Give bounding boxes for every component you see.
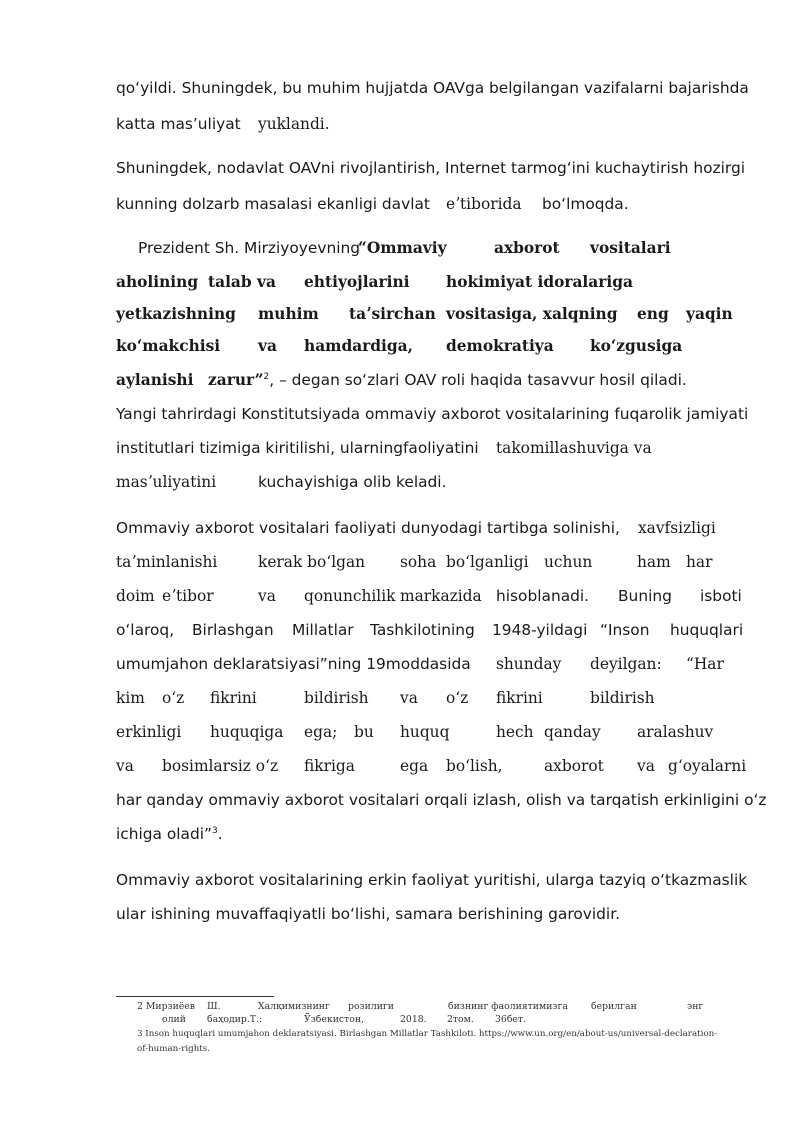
p5-w: qanday — [544, 723, 601, 741]
p5-w: 1948-yildagi — [492, 621, 588, 639]
footnote-ref-3: 3 — [212, 825, 218, 836]
p5-w: erkinligi — [116, 723, 182, 741]
p5-w: va — [116, 757, 134, 775]
p5-w: va — [637, 757, 655, 775]
p5-w: ham — [637, 553, 671, 571]
p5-w: ega — [400, 757, 429, 775]
p6-line-2: ular ishining muvaffaqiyatli boʻlishi, samara berishining garovidir. — [116, 905, 621, 923]
footnote-ref-2: 2 — [263, 371, 270, 382]
p3-quote-w: axborot — [494, 239, 560, 257]
p5-w: oʻlaroq, — [116, 621, 175, 639]
p3-tail: , – degan soʻzlari OAV roli haqida tasavvur hosil qiladi. — [269, 371, 687, 389]
p5-w: huquqlari — [670, 621, 744, 639]
fn2-w: 2 Мирзиёев — [137, 1001, 196, 1012]
p5-w: Millatlar — [292, 621, 354, 639]
p5-w: doim — [116, 587, 155, 605]
p5-w: oʻz — [446, 689, 469, 707]
p5-line-10 — [116, 816, 223, 852]
p3-intro: Prezident Sh. Mirziyoyevning — [138, 239, 361, 257]
p5-w: kim — [116, 689, 145, 707]
p3-quote-w: yetkazishning — [116, 305, 236, 323]
p4-line-1: Yangi tahrirdagi Konstitutsiyada ommaviy axborot vositalarining fuqarolik jamiyati — [116, 405, 749, 423]
p5-w: aralashuv — [637, 723, 714, 741]
p3-quote-w: yaqin — [686, 305, 733, 323]
p5-w: qonunchilik — [304, 587, 396, 605]
fn2-w: розилиги — [348, 1001, 394, 1012]
p5-w: hisoblanadi. — [496, 587, 590, 605]
fn2-w: Халқимизнинг — [258, 1001, 330, 1012]
p3-quote-w: taʼsirchan — [349, 305, 436, 323]
p2-line-2a: kunning dolzarb masalasi ekanligi davlat — [116, 195, 430, 213]
p5-line-9: har qanday ommaviy axborot vositalari orqali izlash, olish va tarqatish erkinligini oʻz — [116, 791, 767, 809]
p5-w: va — [258, 587, 276, 605]
p5-w: deyilgan: — [590, 655, 662, 673]
p2-line-2c: boʻlmoqda. — [542, 195, 629, 213]
p5-w: fikrini — [496, 689, 543, 707]
p6-line-1: Ommaviy axborot vositalarining erkin faoliyat yuritishi, ularga tazyiq oʻtkazmaslik — [116, 871, 748, 889]
p2-line-2b: eʼtiborida — [446, 195, 522, 213]
p5-w: fikrini — [210, 689, 257, 707]
p5-w: Tashkilotining — [370, 621, 475, 639]
p5-w: uchun — [544, 553, 593, 571]
fn2-w: баҳодир.Т.: — [207, 1014, 263, 1025]
p5-w: Buning — [618, 587, 672, 605]
p2-line-1: Shuningdek, nodavlat OAVni rivojlantirish, Internet tarmogʻini kuchaytirish hozirgi — [116, 159, 746, 177]
p5-line-1b: xavfsizligi — [638, 519, 716, 537]
p1-line-2a: katta masʼuliyat — [116, 115, 241, 133]
p1-line-1: qoʻyildi. Shuningdek, bu muhim hujjatda OAVga belgilangan vazifalarni bajarishda — [116, 79, 749, 97]
p3-quote-w: koʻzgusiga — [590, 337, 683, 355]
footnote-separator — [116, 996, 274, 997]
p5-w: boʻlganligi — [446, 553, 529, 571]
p3-quote-w: talab va — [208, 273, 276, 291]
p5-w: taʼminlanishi — [116, 553, 218, 571]
p3-quote-w: vositasiga, xalqning — [446, 305, 618, 323]
p5-w: huquq — [400, 723, 450, 741]
p5-w: fikriga — [304, 757, 355, 775]
p1-line-2b: yuklandi. — [258, 115, 330, 133]
p3-quote-last: zarur” — [208, 371, 264, 389]
p5-w: shunday — [496, 655, 562, 673]
p5-w: bildirish — [304, 689, 369, 707]
p3-quote-w: koʻmakchisi — [116, 337, 221, 355]
p5-w: “Har — [686, 655, 724, 673]
p5-w: umumjahon deklaratsiyasi”ning 19moddasida — [116, 655, 471, 673]
p5-w: bosimlarsiz oʻz — [162, 757, 279, 775]
p5-w: boʻlish, — [446, 757, 503, 775]
p5-w: markazida — [400, 587, 482, 605]
p3-quote-w: aholining — [116, 273, 199, 291]
p3-quote-w: hokimiyat idoralariga — [446, 273, 633, 291]
fn2-w: бизнинг фаолиятимизга — [448, 1001, 568, 1012]
p3-quote-w: eng — [637, 305, 669, 323]
p5-w: axborot — [544, 757, 604, 775]
fn2-w: 2018. — [400, 1014, 427, 1025]
p5-w: oʻz — [162, 689, 185, 707]
p5-line-10-end: . — [217, 825, 223, 843]
p3-quote-w: aylanishi — [116, 371, 194, 389]
p5-w: Birlashgan — [192, 621, 274, 639]
p5-w: “Inson — [600, 621, 650, 639]
fn2-w: олий — [162, 1014, 186, 1025]
p3-quote-w: hamdardiga, — [304, 337, 413, 355]
p5-w: va — [400, 689, 418, 707]
fn2-w: Ўзбекистон, — [304, 1014, 364, 1025]
p5-w: gʻoyalarni — [668, 757, 747, 775]
fn3-line-1: 3 Inson huquqlari umumjahon deklaratsiyasi. Birlashgan Millatlar Tashkiloti. https://www.un.org/en/about-us/universal-declaration- — [137, 1029, 718, 1039]
p5-w: soha — [400, 553, 437, 571]
p5-w: ega; — [304, 723, 338, 741]
fn2-w: Ш. — [207, 1001, 221, 1012]
p4-line-2b: takomillashuviga va — [496, 439, 652, 457]
p5-w: eʼtibor — [162, 587, 214, 605]
p3-quote-w: demokratiya — [446, 337, 554, 355]
fn3-line-2: of-human-rights. — [137, 1044, 211, 1054]
p5-w: bu — [354, 723, 374, 741]
p4-line-3b: kuchayishiga olib keladi. — [258, 473, 447, 491]
p5-w: hech — [496, 723, 534, 741]
p5-w: har — [686, 553, 713, 571]
p4-line-2a: institutlari tizimiga kiritilishi, ularningfaoliyatini — [116, 439, 479, 457]
p5-line-1a: Ommaviy axborot vositalari faoliyati dunyodagi tartibga solinishi, — [116, 519, 620, 537]
fn2-w: берилган — [591, 1001, 637, 1012]
fn2-w: 36бет. — [495, 1014, 527, 1025]
p5-w: kerak boʻlgan — [258, 553, 366, 571]
p5-w: isboti — [700, 587, 742, 605]
p3-quote-w: “Ommaviy — [358, 239, 447, 257]
p4-line-3a: masʼuliyatini — [116, 473, 217, 491]
fn2-w: энг — [687, 1001, 704, 1012]
p3-quote-w: va — [258, 337, 277, 355]
p3-quote-w: vositalari — [590, 239, 671, 257]
p3-quote-w: muhim — [258, 305, 319, 323]
p5-w: bildirish — [590, 689, 655, 707]
p5-w: huquqiga — [210, 723, 284, 741]
p5-line-10-text: ichiga oladi” — [116, 825, 213, 843]
p3-quote-w: ehtiyojlarini — [304, 273, 410, 291]
fn2-w: 2том. — [447, 1014, 474, 1025]
p3-quote-end — [208, 362, 687, 398]
